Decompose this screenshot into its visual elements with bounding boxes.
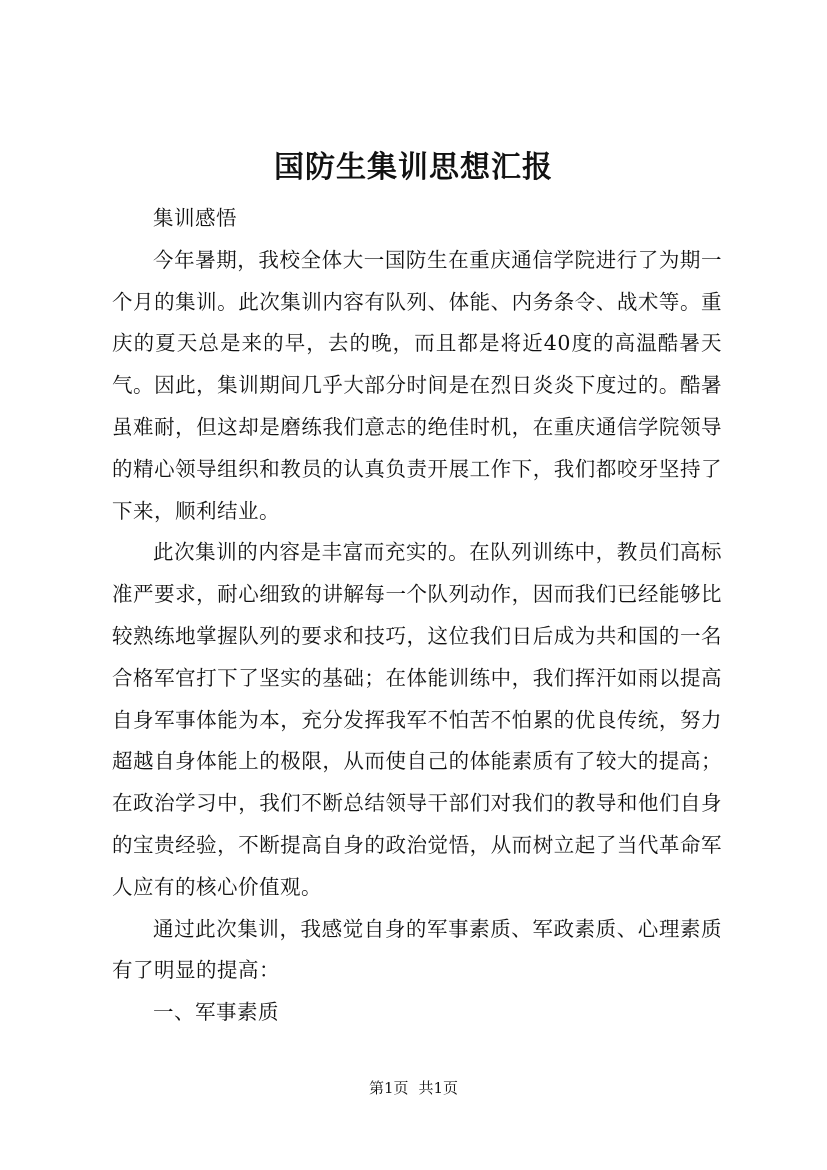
paragraph-improvement: 通过此次集训，我感觉自身的军事素质、军政素质、心理素质有了明显的提高： xyxy=(112,916,722,983)
document-body xyxy=(112,198,722,1034)
page-number: 第1页 xyxy=(368,1079,409,1097)
document-title: 国防生集训思想汇报 xyxy=(274,150,553,185)
section-heading-insights: 集训感悟 xyxy=(153,206,237,230)
paragraph-training-content: 此次集训的内容是丰富而充实的。在队列训练中，教员们高标准严要求，耐心细致的讲解每一个队列动作，因而我们已经能够比较熟练地掌握队列的要求和技巧，这位我们日后成为共和国的一名合格军官打下了坚实的基础；在体能训练中，我们挥汗如雨以提高自身军事体能为本，充分发挥我军不怕苦不怕累的优良传统，努力超越自身体能上的极限，从而使自己的体能素质有了较大的提高；在政治学习中，我们不断总结领导干部们对我们的教导和他们自身的宝贵经验，不断提高自身的政治觉悟，从而树立起了当代革命军人应有的核心价值观。 xyxy=(112,540,722,899)
section-heading-military-quality: 一、军事素质 xyxy=(153,1000,279,1025)
page-footer xyxy=(0,1078,827,1098)
paragraph-intro: 今年暑期，我校全体大一国防生在重庆通信学院进行了为期一个月的集训。此次集训内容有队列、体能、内务条令、战术等。重庆的夏天总是来的早，去的晚，而且都是将近40度的高温酷暑天气。因此，集训期间几乎大部分时间是在烈日炎炎下度过的。酷暑虽难耐，但这却是磨练我们意志的绝佳时机，在重庆通信学院领导的精心领导组织和教员的认真负责开展工作下，我们都咬牙坚持了下来，顺利结业。 xyxy=(112,247,722,523)
page-total: 共1页 xyxy=(418,1079,459,1097)
